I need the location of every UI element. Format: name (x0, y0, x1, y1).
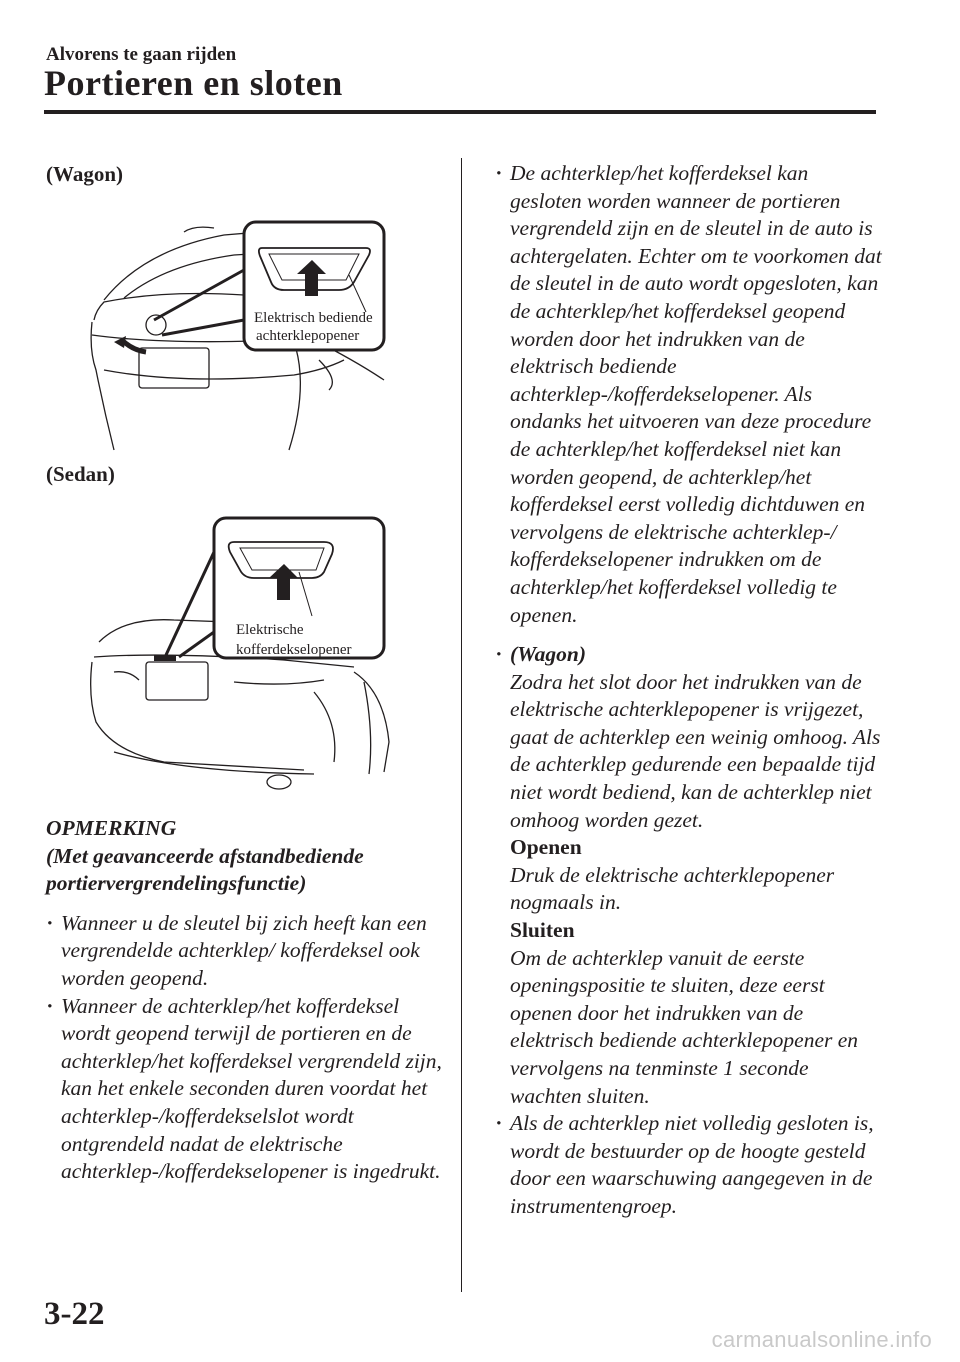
note-title: OPMERKING (46, 816, 177, 840)
page-title: Portieren en sloten (44, 63, 343, 103)
sedan-illustration (84, 512, 394, 797)
close-text: Om de achterklep vanuit de eerste openingspositie te sluiten, deze eerst openen door het indrukken van de elektrisch bediende achterklepopener en vervolgens na tenminste 1 seconde wachten sluiten. (510, 945, 859, 1108)
note-subtitle-line2: portiervergrendelingsfunctie) (46, 871, 307, 896)
wagon-label: · (Wagon) (510, 642, 587, 667)
title-divider (44, 110, 876, 114)
right-column (495, 160, 885, 1221)
wagon-illustration (84, 210, 394, 455)
wagon-heading: (Wagon) (46, 162, 124, 186)
sedan-callout-line1: Elektrische (236, 622, 304, 638)
sedan-callout-line2: kofferdekselopener (236, 642, 352, 658)
wagon-text: Zodra het slot door het indrukken van de elektrische achterklepopener is vrijgezet, gaat de achterklep een weinig omhoog. Als de achterklep gedurende een bepaalde tijd niet wordt bediend, kan de achterklep niet omhoog worden gezet. (510, 669, 881, 832)
right-bullet-3: · Als de achterklep niet volledig gesloten is, wordt de bestuurder op de hoogte gesteld door een waarschuwing aangegeven in de instrumentengroep. (495, 1110, 885, 1220)
right-bullet-2 (495, 641, 885, 1110)
sedan-car-drawing (84, 512, 394, 797)
sedan-heading: (Sedan) (46, 462, 115, 486)
wagon-callout-line1: Elektrisch bediende (254, 310, 373, 326)
column-divider (461, 158, 462, 1292)
note-subtitle-line1: (Met geavanceerde afstandbediende (46, 843, 364, 868)
open-text: Druk de elektrische achterklepopener nogmaals in. (510, 862, 835, 915)
watermark-link[interactable]: carmanualsonline.info (711, 1327, 932, 1352)
note-bullet-2: · Wanneer de achterklep/het kofferdeksel wordt geopend terwijl de portieren en de achterklep/het kofferdeksel vergrendeld zijn, kan het enkele seconden duren voordat het achterklep-/kofferdekselslot wordt ontgrendeld nadat de elektrische achterklep-/kofferdekselopener is ingedrukt. (46, 993, 446, 1186)
wagon-callout-line2: achterklepopener (256, 328, 360, 344)
page-number: 3-22 (44, 1296, 105, 1332)
section-label: Alvorens te gaan rijden (46, 44, 237, 65)
note-bullet-1: · Wanneer u de sleutel bij zich heeft kan een vergrendelde achterklep/ kofferdeksel ook worden geopend. (46, 910, 446, 993)
close-heading: Sluiten (510, 918, 575, 943)
note-block (46, 815, 446, 1186)
right-bullet-1: · De achterklep/het kofferdeksel kan gesloten worden wanneer de portieren vergrendeld zijn en de sleutel in de auto is achtergelaten. Echter om te voorkomen dat de sleutel in de auto wordt opgesloten, kan de achterklep/het kofferdeksel geopend worden door het indrukken van de elektrisch bediende achterklep-/kofferdekselopener. Als ondanks het uitvoeren van deze procedure de achterklep/het kofferdeksel niet kan worden geopend, de achterklep/het kofferdeksel eerst volledig dichtduwen en vervolgens de elektrische achterklep-/ kofferdekselopener indrukken om de achterklep/het kofferdeksel volledig te openen. (495, 160, 885, 629)
wagon-car-drawing (84, 210, 394, 455)
open-heading: Openen (510, 835, 582, 860)
